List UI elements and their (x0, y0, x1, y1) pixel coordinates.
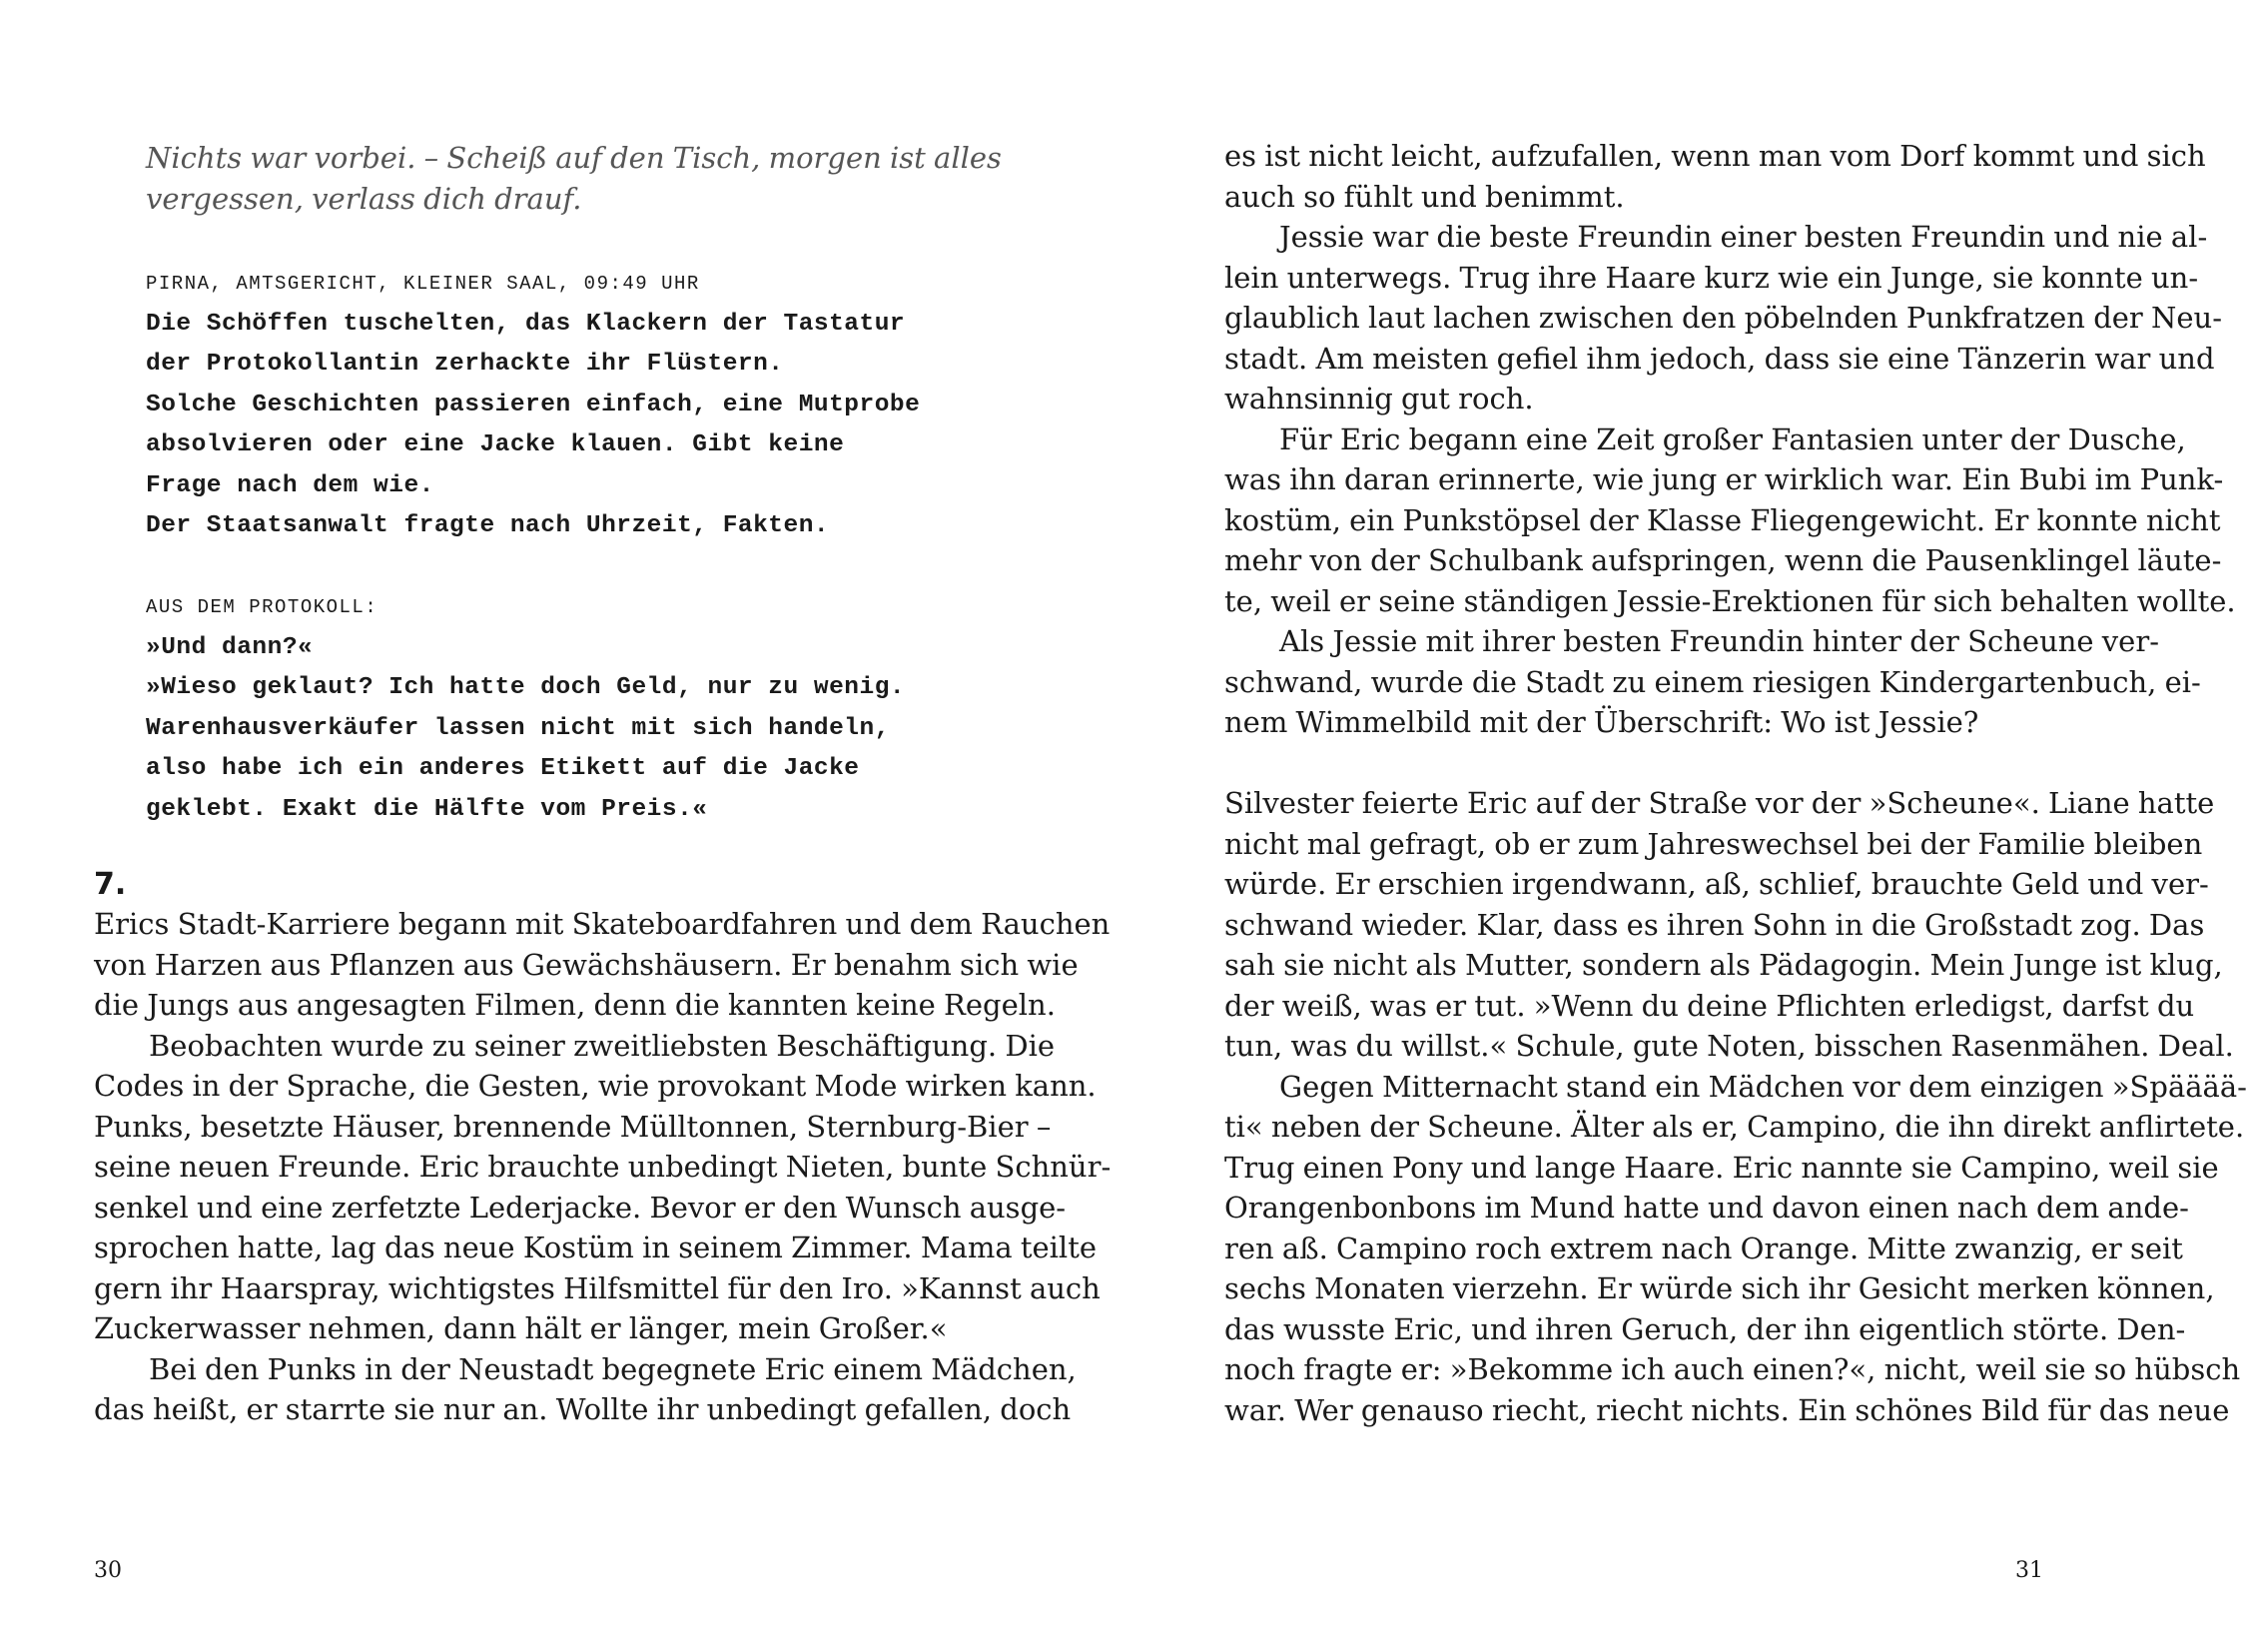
text-line: Gegen Mitternacht stand ein Mädchen vor dem einzigen »Spääää- (1279, 1069, 2247, 1104)
text-line: te, weil er seine ständigen Jessie-Erektionen für sich behalten wollte. (1224, 583, 2236, 618)
text-line: wahnsinnig gut roch. (1224, 382, 1534, 415)
text-line: mehr von der Schulbank aufspringen, wenn die Pausenklingel läute- (1224, 543, 2222, 577)
text-line: sechs Monaten vierzehn. Er würde sich ihr Gesicht merken können, (1224, 1271, 2215, 1305)
text-line: noch fragte er: »Bekomme ich auch einen?«, nicht, weil sie so hübsch (1224, 1352, 2241, 1386)
epigraph (146, 138, 1002, 219)
text-line: schwand, wurde die Stadt zu einem riesigen Kindergartenbuch, ei- (1224, 664, 2201, 699)
text-line: lein unterwegs. Trug ihre Haare kurz wie ein Junge, sie konnte un- (1224, 260, 2199, 295)
transcript-line: Solche Geschichten passieren einfach, eine Mutprobe (146, 391, 921, 418)
right-page (1062, 0, 2247, 1652)
protocol-line: also habe ich ein anderes Etikett auf die Jacke (146, 755, 860, 782)
body-text (94, 904, 1112, 1430)
text-line: senkel und eine zerfetzte Lederjacke. Bevor er den Wunsch ausge- (94, 1190, 1067, 1225)
protocol-line: »Wieso geklaut? Ich hatte doch Geld, nur zu wenig. (146, 674, 906, 701)
protocol-line: Warenhausverkäufer lassen nicht mit sich handeln, (146, 714, 890, 742)
text-line: Silvester feierte Eric auf der Straße vor der »Scheune«. Liane hatte (1224, 786, 2215, 820)
text-line: Bei den Punks in der Neustadt begegnete Eric einem Mädchen, (149, 1351, 1077, 1386)
text-line: stadt. Am meisten gefiel ihm jedoch, dass sie eine Tänzerin war und (1224, 341, 2215, 376)
text-line: seine neuen Freunde. Eric brauchte unbedingt Nieten, bunte Schnür- (94, 1150, 1112, 1184)
transcript-line: absolvieren oder eine Jacke klauen. Gibt keine (146, 431, 845, 458)
page-number: 31 (2015, 1558, 2043, 1583)
text-line: sah sie nicht als Mutter, sondern als Pädagogin. Mein Junge ist klug, (1224, 948, 2223, 982)
text-line: Zuckerwasser nehmen, dann hält er länger, mein Großer.« (94, 1311, 948, 1345)
text-line: Beobachten wurde zu seiner zweitliebsten Beschäftigung. Die (149, 1028, 1056, 1063)
protocol-line: geklebt. Exakt die Hälfte vom Preis.« (146, 795, 708, 823)
text-line: kostüm, ein Punkstöpsel der Klasse Fliegengewicht. Er konnte nicht (1224, 502, 2221, 537)
text-line: Orangenbonbons im Mund hatte und davon einen nach dem ande- (1224, 1191, 2189, 1225)
protocol-excerpt (146, 587, 965, 830)
text-line: Jessie war die beste Freundin einer besten Freundin und nie al- (1279, 220, 2208, 254)
text-line: glaublich laut lachen zwischen den pöbelnden Punkfratzen der Neu- (1224, 301, 2223, 335)
transcript-line: der Protokollantin zerhackte ihr Flüstern. (146, 351, 784, 378)
chapter-number: 7. (94, 867, 127, 902)
text-line: Für Eric begann eine Zeit großer Fantasien unter der Dusche, (1279, 421, 2186, 456)
text-line: Codes in der Sprache, die Gesten, wie provokant Mode wirken kann. (94, 1069, 1097, 1103)
page-number: 30 (94, 1558, 122, 1583)
epigraph-line: vergessen, verlass dich drauf. (146, 181, 582, 216)
text-line: nicht mal gefragt, ob er zum Jahreswechsel bei der Familie bleiben (1224, 826, 2203, 861)
transcript-heading: PIRNA, AMTSGERICHT, KLEINER SAAL, 09:49 UHR (146, 273, 700, 295)
protocol-heading: AUS DEM PROTOKOLL: (146, 596, 378, 618)
text-line: der weiß, was er tut. »Wenn du deine Pflichten erledigst, darfst du (1224, 988, 2195, 1023)
text-line: schwand wieder. Klar, dass es ihren Sohn in die Großstadt zog. Das (1224, 907, 2205, 942)
transcript-line: Der Staatsanwalt fragte nach Uhrzeit, Fakten. (146, 512, 830, 539)
text-line: auch so fühlt und benimmt. (1224, 179, 1625, 214)
body-text (1224, 136, 2236, 743)
text-line: von Harzen aus Pflanzen aus Gewächshäusern. Er benahm sich wie (94, 947, 1079, 982)
left-page (0, 0, 1112, 1652)
text-line: sprochen hatte, lag das neue Kostüm in seinem Zimmer. Mama teilte (94, 1231, 1098, 1264)
protocol-line: »Und dann?« (146, 633, 314, 661)
text-line: nem Wimmelbild mit der Überschrift: Wo ist Jessie? (1224, 705, 1979, 739)
text-line: ren aß. Campino roch extrem nach Orange. Mitte zwanzig, er seit (1224, 1231, 2183, 1265)
text-line: Als Jessie mit ihrer besten Freundin hinter der Scheune ver- (1279, 624, 2160, 658)
transcript-line: Die Schöffen tuschelten, das Klackern der Tastatur (146, 310, 906, 338)
text-line: es ist nicht leicht, aufzufallen, wenn man vom Dorf kommt und sich (1224, 139, 2206, 173)
transcript-line: Frage nach dem wie. (146, 471, 434, 499)
text-line: würde. Er erschien irgendwann, aß, schlief, brauchte Geld und ver- (1224, 867, 2209, 901)
text-line: Erics Stadt-Karriere begann mit Skateboardfahren und dem Rauchen (94, 907, 1111, 941)
body-text (1224, 783, 2247, 1430)
court-transcript (146, 264, 965, 547)
text-line: tun, was du willst.« Schule, gute Noten, bisschen Rasenmähen. Deal. (1224, 1029, 2234, 1063)
text-line: Punks, besetzte Häuser, brennende Mülltonnen, Sternburg-Bier – (94, 1109, 1052, 1144)
epigraph-line: Nichts war vorbei. – Scheiß auf den Tisch, morgen ist alles (146, 141, 1002, 175)
text-line: die Jungs aus angesagten Filmen, denn die kannten keine Regeln. (94, 988, 1056, 1022)
text-line: das heißt, er starrte sie nur an. Wollte ihr unbedingt gefallen, doch (94, 1392, 1072, 1426)
text-line: das wusste Eric, und ihren Geruch, der ihn eigentlich störte. Den- (1224, 1311, 2186, 1346)
text-line: gern ihr Haarspray, wichtigstes Hilfsmittel für den Iro. »Kannst auch (94, 1270, 1101, 1305)
text-line: was ihn daran erinnerte, wie jung er wirklich war. Ein Bubi im Punk- (1224, 462, 2224, 496)
text-line: Trug einen Pony und lange Haare. Eric nannte sie Campino, weil sie (1224, 1150, 2219, 1185)
text-line: war. Wer genauso riecht, riecht nichts. Ein schönes Bild für das neue (1224, 1392, 2230, 1427)
text-line: ti« neben der Scheune. Älter als er, Campino, die ihn direkt anflirtete. (1224, 1110, 2245, 1144)
